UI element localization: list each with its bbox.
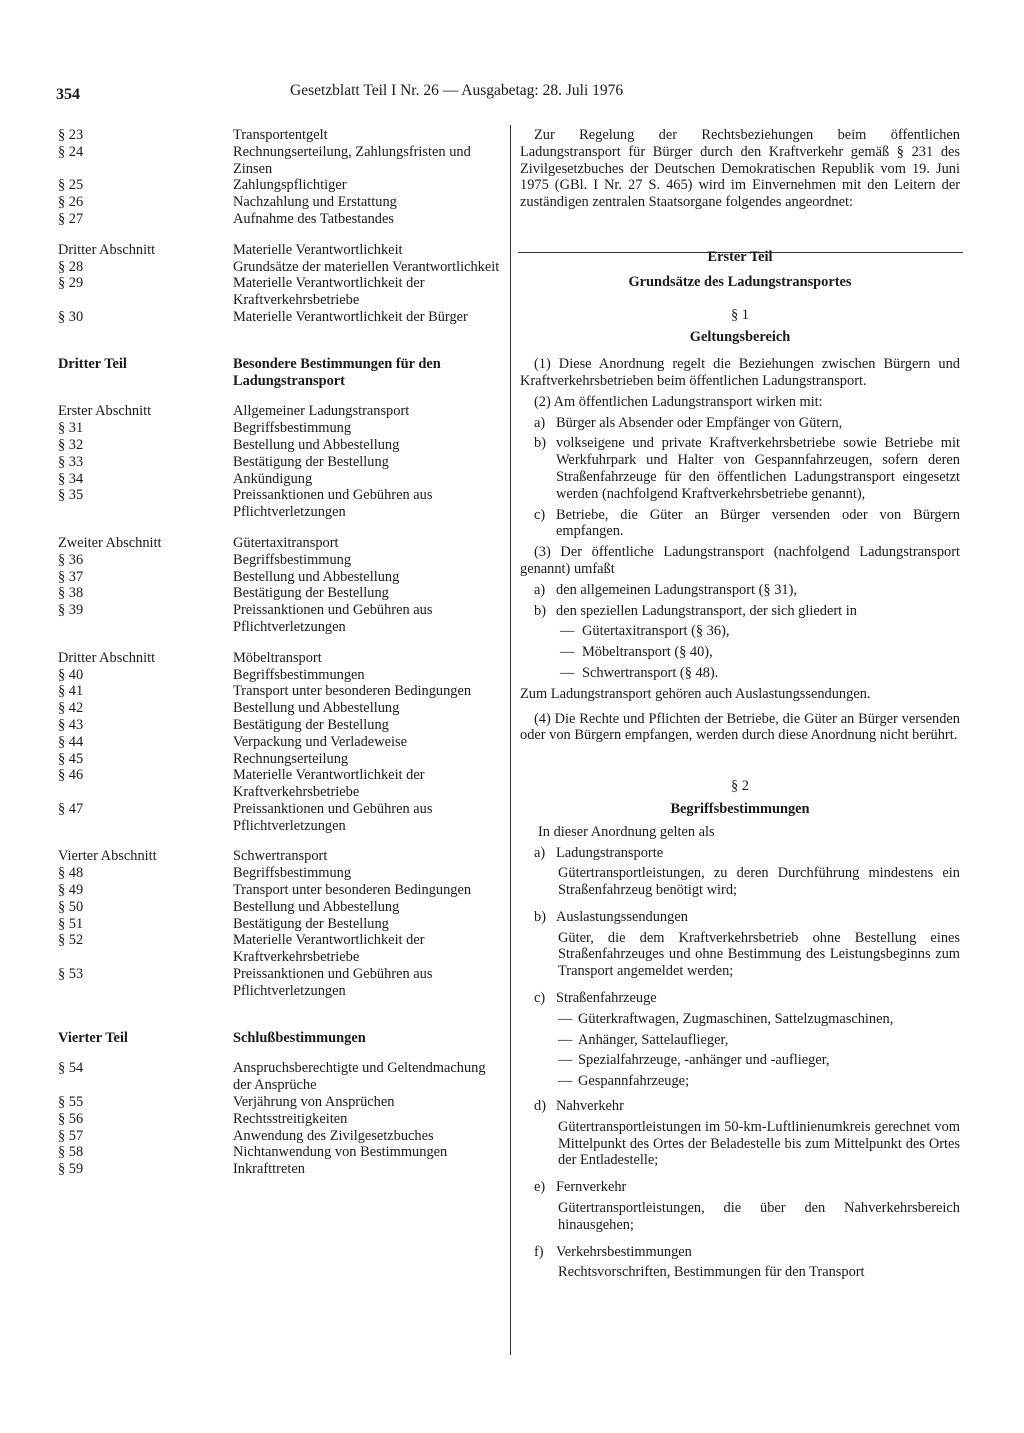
table-of-contents bbox=[58, 127, 503, 1178]
toc-row bbox=[58, 454, 503, 471]
term-text: Fernverkehr bbox=[556, 1179, 627, 1196]
list-item bbox=[558, 1032, 960, 1049]
toc-number: § 46 bbox=[58, 767, 84, 784]
definition-term bbox=[520, 1179, 960, 1196]
toc-row bbox=[58, 717, 503, 734]
toc-number: Dritter Abschnitt bbox=[58, 241, 156, 258]
toc-row bbox=[58, 865, 503, 882]
right-column bbox=[520, 127, 960, 1285]
toc-row bbox=[58, 259, 503, 276]
toc-row bbox=[58, 751, 503, 768]
toc-title: Bestätigung der Bestellung bbox=[233, 716, 389, 733]
toc-title: Transportentgelt bbox=[233, 127, 328, 143]
part-title: Erster Teil bbox=[707, 248, 773, 265]
dash-mark: — bbox=[558, 1010, 573, 1027]
list-item bbox=[558, 1011, 960, 1028]
toc-title: Verjährung von Ansprüchen bbox=[233, 1094, 395, 1111]
toc-row bbox=[58, 650, 503, 667]
section-1-title: Geltungsbereich bbox=[689, 329, 791, 346]
toc-number: § 30 bbox=[58, 308, 84, 325]
toc-title: Zahlungspflichtiger bbox=[233, 177, 347, 194]
list-item bbox=[520, 415, 960, 432]
toc-row bbox=[58, 356, 503, 390]
toc-title: Nachzahlung und Erstattung bbox=[233, 194, 397, 211]
toc-number: Vierter Abschnitt bbox=[58, 848, 157, 865]
toc-row bbox=[58, 211, 503, 228]
toc-title: Schlußbestimmungen bbox=[233, 1029, 366, 1046]
toc-number: § 50 bbox=[58, 898, 84, 915]
toc-title: Bestätigung der Bestellung bbox=[233, 453, 389, 470]
toc-title: Begriffsbestimmung bbox=[233, 865, 352, 882]
toc-number: § 49 bbox=[58, 882, 84, 899]
dash-mark: — bbox=[560, 623, 575, 640]
toc-number: § 28 bbox=[58, 258, 84, 275]
toc-number: § 51 bbox=[58, 915, 84, 932]
dash-mark: — bbox=[560, 664, 575, 681]
toc-row bbox=[58, 403, 503, 420]
toc-number: § 45 bbox=[58, 750, 84, 767]
toc-row bbox=[58, 667, 503, 684]
item-label: f) bbox=[534, 1243, 544, 1260]
toc-title: Bestellung und Abbestellung bbox=[233, 700, 400, 717]
item-label: a) bbox=[534, 581, 546, 598]
toc-number: § 59 bbox=[58, 1161, 84, 1178]
toc-row bbox=[58, 683, 503, 700]
list-item-text: Gespannfahrzeuge; bbox=[578, 1073, 690, 1090]
toc-number: § 43 bbox=[58, 716, 84, 733]
toc-row bbox=[58, 552, 503, 569]
toc-number: § 56 bbox=[58, 1110, 84, 1127]
toc-row bbox=[58, 899, 503, 916]
toc-title: Besondere Bestimmungen für den Ladungstransport bbox=[233, 355, 441, 389]
toc-number: § 38 bbox=[58, 585, 84, 602]
toc-number: § 52 bbox=[58, 932, 84, 949]
definition-term bbox=[520, 1098, 960, 1115]
definition-term bbox=[520, 990, 960, 1007]
toc-number: Erster Abschnitt bbox=[58, 403, 152, 420]
section-1-number: § 1 bbox=[731, 306, 749, 323]
s1-paragraph-3-tail: Zum Ladungstransport gehören auch Auslastungssendungen. bbox=[520, 685, 871, 702]
toc-number: § 37 bbox=[58, 568, 84, 585]
toc-title: Materielle Verantwortlichkeit der Kraftverkehrsbetriebe bbox=[233, 767, 425, 801]
dash-mark: — bbox=[558, 1073, 573, 1090]
toc-number: Vierter Teil bbox=[58, 1029, 128, 1046]
page-number: 354 bbox=[56, 86, 80, 103]
toc-number: § 42 bbox=[58, 700, 84, 717]
toc-title: Inkrafttreten bbox=[233, 1161, 305, 1178]
toc-title: Preissanktionen und Gebühren aus Pflichtverletzungen bbox=[233, 602, 433, 635]
toc-row bbox=[58, 1144, 503, 1161]
item-label: a) bbox=[534, 844, 546, 861]
definition-body: Gütertransportleistungen, zu deren Durchführung mindestens ein Straßenfahrzeug benötigt wird; bbox=[558, 865, 960, 899]
toc-title: Bestellung und Abbestellung bbox=[233, 898, 400, 915]
toc-title: Bestellung und Abbestellung bbox=[233, 568, 400, 585]
sub-item bbox=[520, 665, 960, 682]
toc-number: § 54 bbox=[58, 1060, 84, 1077]
vehicle-list bbox=[520, 1011, 960, 1090]
list-item bbox=[520, 603, 960, 620]
s1-paragraph-1: (1) Diese Anordnung regelt die Beziehungen zwischen Bürgern und Kraftverkehrsbetrieben beim öffentlichen Ladungstransport. bbox=[520, 356, 960, 389]
item-label: c) bbox=[534, 506, 546, 523]
definition-body: Gütertransportleistungen, die über den Nahverkehrsbereich hinausgehen; bbox=[558, 1200, 960, 1233]
toc-number: § 41 bbox=[58, 683, 84, 700]
item-text: volkseigene und private Kraftverkehrsbetriebe sowie Betriebe mit Werkfuhrpark und Halter von Gespannfahrzeugen, sofern deren Straßenfahrzeuge für den öffentlichen Ladungstransport eingesetzt werden (nachfolgend Kraftverkehrsbetriebe genannt), bbox=[556, 435, 960, 502]
toc-row bbox=[58, 932, 503, 966]
column-divider bbox=[510, 125, 511, 1355]
toc-row bbox=[58, 420, 503, 437]
toc-row bbox=[58, 1128, 503, 1145]
definition-body: Güter, die dem Kraftverkehrsbetrieb ohne Bestellung eines Straßenfahrzeuges und ohne Bestimmung des Leistungsbeginns zum Transport angemeldet werden; bbox=[558, 929, 960, 980]
sub-item bbox=[520, 644, 960, 661]
section-2-title: Begriffsbestimmungen bbox=[670, 800, 810, 817]
toc-number: § 27 bbox=[58, 210, 84, 227]
toc-title: Preissanktionen und Gebühren aus Pflichtverletzungen bbox=[233, 487, 433, 521]
toc-title: Rechnungserteilung, Zahlungsfristen und Zinsen bbox=[233, 143, 471, 177]
sub-item bbox=[520, 623, 960, 640]
toc-row bbox=[58, 194, 503, 211]
toc-row bbox=[58, 177, 503, 194]
toc-title: Materielle Verantwortlichkeit der Kraftverkehrsbetriebe bbox=[233, 275, 425, 309]
term-text: Straßenfahrzeuge bbox=[556, 990, 657, 1007]
toc-number: § 33 bbox=[58, 453, 84, 470]
toc-number: § 47 bbox=[58, 800, 84, 817]
toc-title: Anspruchsberechtigte und Geltendmachung der Ansprüche bbox=[233, 1060, 486, 1094]
toc-title: Gütertaxitransport bbox=[233, 534, 339, 551]
sub-item-text: Möbeltransport (§ 40), bbox=[582, 644, 713, 661]
toc-row bbox=[58, 471, 503, 488]
toc-title: Nichtanwendung von Bestimmungen bbox=[233, 1144, 448, 1161]
toc-number: § 44 bbox=[58, 733, 84, 750]
toc-title: Rechtsstreitigkeiten bbox=[233, 1110, 348, 1127]
toc-row bbox=[58, 848, 503, 865]
list-item bbox=[520, 435, 960, 502]
toc-number: § 48 bbox=[58, 865, 84, 882]
term-text: Verkehrsbestimmungen bbox=[556, 1243, 692, 1260]
toc-row bbox=[58, 144, 503, 178]
toc-row bbox=[58, 437, 503, 454]
running-header: Gesetzblatt Teil I Nr. 26 — Ausgabetag: 28. Juli 1976 bbox=[290, 82, 624, 99]
item-text: den speziellen Ladungstransport, der sich gliedert in bbox=[556, 602, 857, 619]
toc-title: Rechnungserteilung bbox=[233, 750, 349, 767]
toc-title: Bestellung und Abbestellung bbox=[233, 436, 400, 453]
s1-paragraph-3: (3) Der öffentliche Ladungstransport (nachfolgend Ladungstransport genannt) umfaßt bbox=[520, 544, 960, 577]
toc-title: Grundsätze der materiellen Verantwortlichkeit bbox=[233, 258, 500, 275]
toc-number: § 35 bbox=[58, 487, 84, 504]
toc-row bbox=[58, 602, 503, 636]
dash-mark: — bbox=[558, 1052, 573, 1069]
section-2-number: § 2 bbox=[731, 778, 749, 795]
toc-title: Bestätigung der Bestellung bbox=[233, 915, 389, 932]
toc-number: § 57 bbox=[58, 1127, 84, 1144]
toc-row bbox=[58, 1094, 503, 1111]
toc-row bbox=[58, 569, 503, 586]
toc-row bbox=[58, 242, 503, 259]
preamble: Zur Regelung der Rechtsbeziehungen beim öffentlichen Ladungstransport für Bürger durch den Kraftverkehr gemäß § 231 des Zivilgesetzbuches der Deutschen Demokratischen Republik vom 19. Juni 1975 (GBl. I Nr. 27 S. 465) wird im Einvernehmen mit den Leitern der zuständigen zentralen Staatsorgane folgendes angeordnet: bbox=[520, 127, 960, 211]
toc-row bbox=[58, 801, 503, 835]
toc-row bbox=[58, 127, 503, 144]
toc-title: Verpackung und Verladeweise bbox=[233, 733, 407, 750]
toc-row bbox=[58, 966, 503, 1000]
list-item-text: Anhänger, Sattelauflieger, bbox=[578, 1031, 729, 1048]
list-item-text: Güterkraftwagen, Zugmaschinen, Sattelzugmaschinen, bbox=[578, 1010, 894, 1027]
item-label: d) bbox=[534, 1098, 546, 1115]
toc-number: § 40 bbox=[58, 666, 84, 683]
toc-title: Materielle Verantwortlichkeit bbox=[233, 241, 403, 258]
term-text: Nahverkehr bbox=[556, 1098, 624, 1115]
toc-title: Preissanktionen und Gebühren aus Pflichtverletzungen bbox=[233, 800, 433, 834]
toc-number: Dritter Abschnitt bbox=[58, 649, 156, 666]
list-item bbox=[520, 507, 960, 541]
s1-paragraph-2: (2) Am öffentlichen Ladungstransport wirken mit: bbox=[534, 393, 823, 410]
toc-number: § 32 bbox=[58, 436, 84, 453]
toc-row bbox=[58, 585, 503, 602]
s1-paragraph-4: (4) Die Rechte und Pflichten der Betriebe, die Güter an Bürger versenden oder von Bürgern empfangen, werden durch diese Anordnung nicht berührt. bbox=[520, 710, 960, 744]
toc-title: Materielle Verantwortlichkeit der Bürger bbox=[233, 308, 468, 325]
toc-number: § 36 bbox=[58, 551, 84, 568]
toc-title: Allgemeiner Ladungstransport bbox=[233, 403, 410, 420]
toc-row bbox=[58, 700, 503, 717]
toc-row bbox=[58, 882, 503, 899]
toc-title: Begriffsbestimmung bbox=[233, 551, 352, 568]
item-label: c) bbox=[534, 990, 546, 1007]
toc-title: Aufnahme des Tatbestandes bbox=[233, 210, 394, 227]
item-text: den allgemeinen Ladungstransport (§ 31), bbox=[556, 581, 797, 598]
toc-number: § 26 bbox=[58, 194, 84, 211]
toc-row bbox=[58, 535, 503, 552]
toc-number: § 31 bbox=[58, 420, 84, 437]
toc-row bbox=[58, 309, 503, 326]
toc-title: Begriffsbestimmung bbox=[233, 420, 352, 437]
item-text: Betriebe, die Güter an Bürger versenden oder von Bürgern empfangen. bbox=[556, 506, 960, 540]
term-text: Ladungstransporte bbox=[556, 844, 664, 861]
toc-title: Bestätigung der Bestellung bbox=[233, 585, 389, 602]
list-item bbox=[558, 1073, 960, 1090]
toc-row bbox=[58, 275, 503, 309]
toc-number: § 58 bbox=[58, 1144, 84, 1161]
toc-row bbox=[58, 1161, 503, 1178]
dash-mark: — bbox=[558, 1031, 573, 1048]
toc-number: § 53 bbox=[58, 966, 84, 983]
term-text: Auslastungssendungen bbox=[556, 908, 688, 925]
definition-body: Gütertransportleistungen im 50-km-Luftlinienumkreis gerechnet vom Mittelpunkt des Ortes der Beladestelle bis zum Mittelpunkt des Ortes der Entladestelle; bbox=[558, 1118, 960, 1169]
toc-title: Begriffsbestimmungen bbox=[233, 666, 365, 683]
s2-intro: In dieser Anordnung gelten als bbox=[538, 823, 715, 840]
toc-row bbox=[58, 487, 503, 521]
toc-title: Möbeltransport bbox=[233, 649, 322, 666]
toc-row bbox=[58, 734, 503, 751]
part-subtitle: Grundsätze des Ladungstransportes bbox=[628, 273, 852, 290]
toc-title: Anwendung des Zivilgesetzbuches bbox=[233, 1127, 434, 1144]
definition-term bbox=[520, 909, 960, 926]
toc-row bbox=[58, 767, 503, 801]
sub-item-text: Schwertransport (§ 48). bbox=[582, 664, 719, 681]
toc-number: Zweiter Abschnitt bbox=[58, 534, 162, 551]
list-item-text: Spezialfahrzeuge, -anhänger und -auflieger, bbox=[578, 1052, 830, 1069]
definition-body: Rechtsvorschriften, Bestimmungen für den Transport bbox=[558, 1264, 865, 1281]
toc-number: § 24 bbox=[58, 143, 84, 160]
definition-term bbox=[520, 1244, 960, 1261]
sub-item-text: Gütertaxitransport (§ 36), bbox=[582, 623, 730, 640]
toc-number: § 29 bbox=[58, 275, 84, 292]
item-label: a) bbox=[534, 414, 546, 431]
item-label: b) bbox=[534, 908, 546, 925]
toc-number: Dritter Teil bbox=[58, 355, 127, 372]
toc-number: § 39 bbox=[58, 602, 84, 619]
toc-row bbox=[58, 1030, 503, 1047]
toc-title: Ankündigung bbox=[233, 470, 313, 487]
toc-title: Transport unter besonderen Bedingungen bbox=[233, 683, 472, 700]
toc-number: § 23 bbox=[58, 127, 84, 143]
item-text: Bürger als Absender oder Empfänger von Gütern, bbox=[556, 414, 843, 431]
definition-term bbox=[520, 845, 960, 862]
dash-mark: — bbox=[560, 644, 575, 661]
toc-number: § 34 bbox=[58, 470, 84, 487]
list-item bbox=[558, 1052, 960, 1069]
item-label: e) bbox=[534, 1179, 546, 1196]
toc-row bbox=[58, 1111, 503, 1128]
toc-number: § 25 bbox=[58, 177, 84, 194]
toc-title: Materielle Verantwortlichkeit der Kraftverkehrsbetriebe bbox=[233, 932, 425, 966]
toc-title: Schwertransport bbox=[233, 848, 328, 865]
item-label: b) bbox=[534, 602, 546, 619]
list-item bbox=[520, 582, 960, 599]
toc-row bbox=[58, 1060, 503, 1094]
toc-title: Transport unter besonderen Bedingungen bbox=[233, 882, 472, 899]
toc-number: § 55 bbox=[58, 1094, 84, 1111]
toc-title: Preissanktionen und Gebühren aus Pflichtverletzungen bbox=[233, 966, 433, 999]
item-label: b) bbox=[534, 435, 546, 452]
toc-row bbox=[58, 916, 503, 933]
